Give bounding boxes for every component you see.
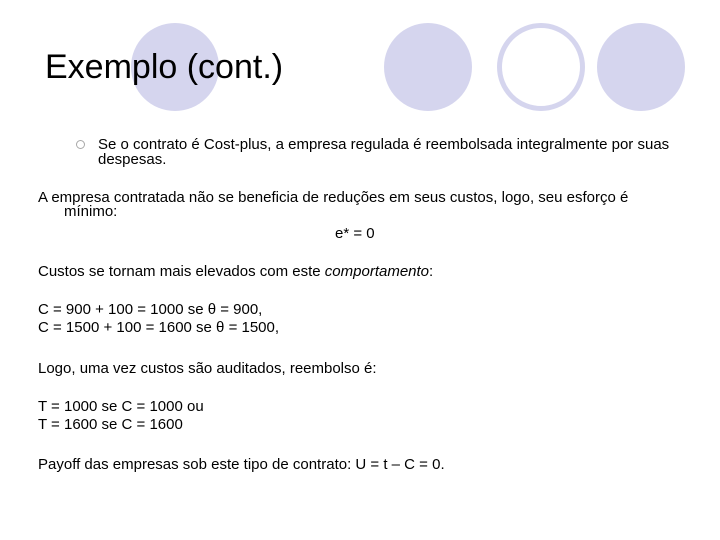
cost-line-low: C = 900 + 100 = 1000 se θ = 900, [38, 301, 263, 318]
paragraph-effort-line1: A empresa contratada não se beneficia de reduções em seus custos, logo, seu esforço é [38, 189, 629, 206]
transfer-line-low: T = 1000 se C = 1000 ou [38, 398, 204, 415]
decorative-circle-filled [597, 23, 685, 111]
paragraph-effort-line2: mínimo: [64, 203, 118, 220]
decorative-circle-filled [384, 23, 472, 111]
paragraph-costs [38, 263, 433, 281]
effort-equation: e* = 0 [335, 225, 375, 242]
slide-title: Exemplo (cont.) [45, 48, 284, 86]
transfer-line-high: T = 1600 se C = 1600 [38, 416, 183, 433]
decorative-circle-ring [497, 23, 585, 111]
paragraph-costs-emphasis: comportamento [324, 263, 430, 280]
cost-line-high: C = 1500 + 100 = 1600 se θ = 1500, [38, 319, 280, 336]
paragraph-costs-suffix: : [429, 263, 434, 280]
hollow-circle-bullet-icon [76, 140, 85, 149]
paragraph-effort [38, 191, 678, 219]
paragraph-payoff: Payoff das empresas sob este tipo de contrato: U = t – C = 0. [38, 456, 445, 473]
paragraph-reimbursement: Logo, uma vez custos são auditados, reembolso é: [38, 360, 377, 377]
paragraph-costs-prefix: Custos se tornam mais elevados com este [38, 263, 325, 280]
bullet-item [76, 137, 686, 167]
bullet-text: Se o contrato é Cost-plus, a empresa regulada é reembolsada integralmente por suas despesas. [98, 136, 670, 168]
